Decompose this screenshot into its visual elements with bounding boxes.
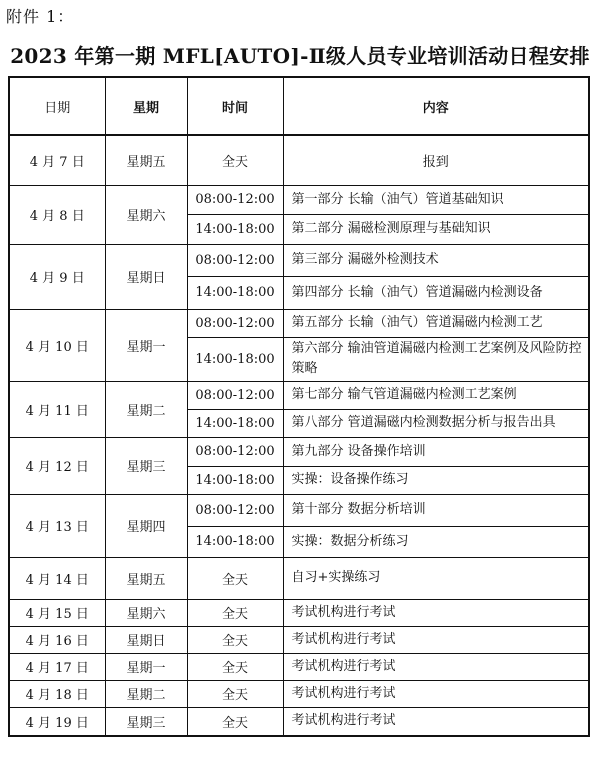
content-cell: 第九部分 设备操作培训	[283, 437, 589, 466]
date-cell: 4 月 14 日	[9, 557, 105, 599]
time-cell: 08:00-12:00	[187, 494, 283, 526]
time-cell: 14:00-18:00	[187, 214, 283, 244]
header-weekday: 星期	[105, 77, 187, 135]
schedule-body	[9, 135, 589, 736]
table-row	[9, 653, 589, 680]
table-row	[9, 494, 589, 526]
weekday-cell: 星期二	[105, 381, 187, 437]
content-cell: 考试机构进行考试	[283, 707, 589, 736]
schedule-table	[8, 76, 590, 737]
header-row	[9, 77, 589, 135]
table-row	[9, 381, 589, 409]
content-cell: 实操：数据分析练习	[283, 526, 589, 557]
table-row	[9, 244, 589, 276]
weekday-cell: 星期四	[105, 494, 187, 557]
weekday-cell: 星期六	[105, 185, 187, 244]
time-cell: 08:00-12:00	[187, 309, 283, 337]
content-cell: 考试机构进行考试	[283, 653, 589, 680]
content-cell: 考试机构进行考试	[283, 599, 589, 626]
header-date: 日期	[9, 77, 105, 135]
time-cell: 14:00-18:00	[187, 337, 283, 381]
time-cell: 全天	[187, 626, 283, 653]
date-cell: 4 月 13 日	[9, 494, 105, 557]
content-cell: 第三部分 漏磁外检测技术	[283, 244, 589, 276]
time-cell: 14:00-18:00	[187, 276, 283, 309]
table-row	[9, 437, 589, 466]
time-cell: 08:00-12:00	[187, 244, 283, 276]
content-cell: 报到	[283, 135, 589, 185]
weekday-cell: 星期二	[105, 680, 187, 707]
table-row	[9, 557, 589, 599]
content-cell: 第一部分 长输（油气）管道基础知识	[283, 185, 589, 214]
date-cell: 4 月 9 日	[9, 244, 105, 309]
page-title: 2023 年第一期 MFL[AUTO]-Ⅱ级人员专业培训活动日程安排	[10, 44, 590, 68]
weekday-cell: 星期一	[105, 309, 187, 381]
time-cell: 全天	[187, 135, 283, 185]
time-cell: 08:00-12:00	[187, 437, 283, 466]
time-cell: 14:00-18:00	[187, 466, 283, 494]
weekday-cell: 星期五	[105, 135, 187, 185]
time-cell: 全天	[187, 653, 283, 680]
table-row	[9, 135, 589, 185]
weekday-cell: 星期三	[105, 437, 187, 494]
date-cell: 4 月 18 日	[9, 680, 105, 707]
table-row	[9, 599, 589, 626]
table-row	[9, 707, 589, 736]
time-cell: 全天	[187, 680, 283, 707]
weekday-cell: 星期六	[105, 599, 187, 626]
time-cell: 全天	[187, 557, 283, 599]
date-cell: 4 月 15 日	[9, 599, 105, 626]
content-cell: 考试机构进行考试	[283, 680, 589, 707]
date-cell: 4 月 19 日	[9, 707, 105, 736]
content-cell: 第八部分 管道漏磁内检测数据分析与报告出具	[283, 409, 589, 437]
date-cell: 4 月 10 日	[9, 309, 105, 381]
date-cell: 4 月 11 日	[9, 381, 105, 437]
weekday-cell: 星期三	[105, 707, 187, 736]
content-cell: 第十部分 数据分析培训	[283, 494, 589, 526]
content-cell: 自习+实操练习	[283, 557, 589, 599]
time-cell: 08:00-12:00	[187, 381, 283, 409]
table-row	[9, 309, 589, 337]
content-cell: 第二部分 漏磁检测原理与基础知识	[283, 214, 589, 244]
time-cell: 全天	[187, 599, 283, 626]
date-cell: 4 月 16 日	[9, 626, 105, 653]
table-row	[9, 680, 589, 707]
time-cell: 14:00-18:00	[187, 526, 283, 557]
time-cell: 08:00-12:00	[187, 185, 283, 214]
date-cell: 4 月 12 日	[9, 437, 105, 494]
content-cell: 第五部分 长输（油气）管道漏磁内检测工艺	[283, 309, 589, 337]
date-cell: 4 月 8 日	[9, 185, 105, 244]
weekday-cell: 星期日	[105, 244, 187, 309]
table-row	[9, 626, 589, 653]
attachment-label: 附件 1：	[6, 7, 75, 26]
weekday-cell: 星期五	[105, 557, 187, 599]
table-row	[9, 185, 589, 214]
content-cell: 第七部分 输气管道漏磁内检测工艺案例	[283, 381, 589, 409]
date-cell: 4 月 7 日	[9, 135, 105, 185]
content-cell: 实操：设备操作练习	[283, 466, 589, 494]
time-cell: 全天	[187, 707, 283, 736]
header-time: 时间	[187, 77, 283, 135]
header-content: 内容	[283, 77, 589, 135]
date-cell: 4 月 17 日	[9, 653, 105, 680]
weekday-cell: 星期一	[105, 653, 187, 680]
content-cell: 第六部分 输油管道漏磁内检测工艺案例及风险防控策略	[283, 337, 589, 381]
content-cell: 第四部分 长输（油气）管道漏磁内检测设备	[283, 276, 589, 309]
content-cell: 考试机构进行考试	[283, 626, 589, 653]
weekday-cell: 星期日	[105, 626, 187, 653]
time-cell: 14:00-18:00	[187, 409, 283, 437]
